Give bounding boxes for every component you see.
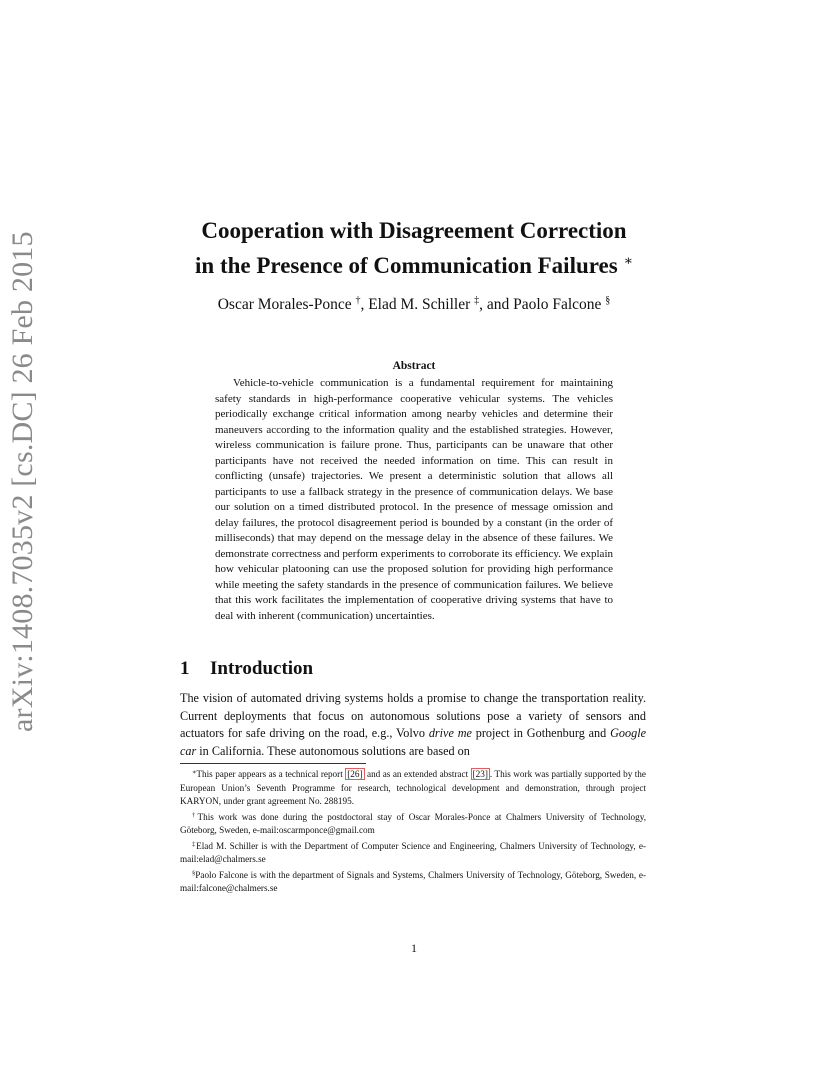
footnote	[180, 867, 646, 896]
citation-link[interactable]: [26]	[347, 769, 363, 779]
title-line-2	[180, 246, 648, 281]
footnote	[180, 838, 646, 867]
paragraph-text: The vision of automated driving systems holds a promise to change the transportation reality. Current deployments that focus on autonomous solutions pose a variety of sensors and actuators for safe driving on the road, e.g., Volvo	[180, 691, 646, 740]
footnote-marker: ∗	[192, 769, 197, 776]
author-separator: , and	[479, 296, 514, 313]
section-heading	[180, 656, 313, 682]
author-footnote-marker[interactable]: §	[605, 295, 611, 306]
title-line-2-text: in the Presence of Communication Failures	[195, 253, 618, 278]
footnote-marker: ‡	[192, 840, 197, 848]
footnote	[180, 809, 646, 838]
page-number: 1	[411, 941, 417, 955]
author-separator: ,	[360, 296, 369, 313]
footnote-text: This paper appears as a technical report	[196, 769, 346, 779]
abstract-text: Vehicle-to-vehicle communication is a fundamental requirement for maintaining safety standards in high-performance cooperative vehicular systems. The vehicles periodically exchange critical information among nearby vehicles and determine their maneuvers according to the information quality and the established strategies. However, wireless communication is failure prone. Thus, participants can be unaware that other participants have not received the needed information on time. This can result in conflicting (unsafe) trajectories. We present a deterministic solution that allows all participants to use a fallback strategy in the presence of communication delays. We base our solution on a timed distributed protocol. In the presence of message omission and delay failures, the protocol disagreement period is bounded by a constant (in the order of milliseconds) that may depend on the message delay in the absence of these failures. We demonstrate correctness and perform experiments to corroborate its efficiency. We explain how vehicular platooning can use the proposed solution for providing high performance while meeting the safety standards in the presence of communication failures. We believe that this work facilitates the implementation of cooperative driving systems that have to deal with inherent (communication) uncertainties.	[215, 377, 613, 622]
footnote-text: Paolo Falcone is with the department of Signals and Systems, Chalmers University of Technology, Göteborg, Sweden, e-mail:falcone@chalmers.se	[180, 869, 646, 893]
title-footnote-marker[interactable]: ∗	[623, 254, 633, 269]
footnote-text: Elad M. Schiller is with the Department of Computer Science and Engineering, Chalmers University of Technology, e-mail:elad@chalmers.se	[180, 840, 646, 864]
footnote-text: and as an extended abstract	[364, 769, 471, 779]
footnote-text: . This work was partially supported by the European Union’s Seventh Programme for research, technological development and demonstration, through project KARYON, under grant agreement No. 288195.	[180, 769, 646, 806]
project-name-emphasis: drive me	[428, 726, 472, 740]
author-name: Paolo Falcone	[513, 296, 602, 313]
title-line-1: Cooperation with Disagreement Correction	[201, 218, 627, 243]
citation-link[interactable]: [23]	[472, 769, 488, 779]
footnote-marker: §	[192, 869, 196, 877]
author-name: Oscar Morales-Ponce	[217, 296, 352, 313]
author-footnote-marker[interactable]: †	[355, 295, 361, 306]
footnote	[180, 766, 646, 809]
author-name: Elad M. Schiller	[368, 296, 471, 313]
paragraph-text: project in Gothenburg and	[471, 726, 611, 740]
footnote-marker: †	[192, 811, 198, 819]
project-name-emphasis: Google car	[180, 726, 646, 758]
author-footnote-marker[interactable]: ‡	[474, 295, 480, 306]
section-title: Introduction	[210, 658, 314, 679]
abstract-heading: Abstract	[392, 360, 436, 372]
footnote-text: This work was done during the postdoctoral stay of Oscar Morales-Ponce at Chalmers University of Technology, Göteborg, Sweden, e-mail:oscarmponce@gmail.com	[180, 811, 646, 835]
paragraph-text: in California. These autonomous solutions are based on	[196, 743, 470, 758]
author-list	[180, 290, 648, 316]
paper-title	[180, 215, 648, 281]
footnote-divider	[180, 763, 366, 764]
arxiv-identifier-stamp: arXiv:1408.7035v2 [cs.DC] 26 Feb 2015	[6, 231, 39, 732]
footnotes	[180, 766, 646, 896]
section-number: 1	[180, 658, 190, 679]
introduction-paragraph	[180, 690, 646, 760]
